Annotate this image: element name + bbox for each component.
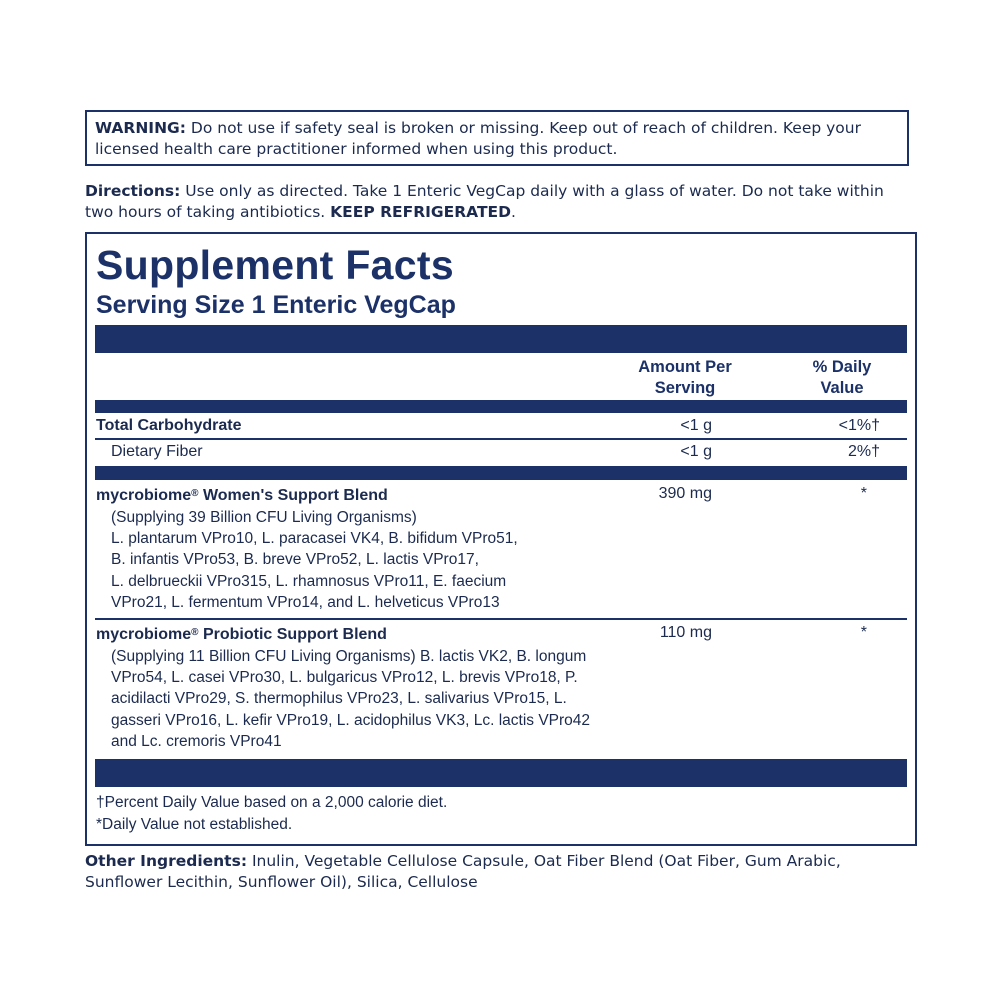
serving-size: Serving Size 1 Enteric VegCap — [96, 291, 456, 319]
warning-box — [85, 110, 909, 166]
footnote-daily-value: †Percent Daily Value based on a 2,000 calorie diet. — [96, 794, 448, 811]
footnote-not-established: *Daily Value not established. — [96, 816, 293, 833]
warning-label: WARNING: — [95, 119, 186, 137]
blend-probiotic-dv: * — [860, 624, 867, 641]
directions-end: . — [510, 203, 516, 221]
warning-text: Do not use if safety seal is broken or missing. Keep out of reach of children. Keep your licensed health care practitioner informed when using this product. — [95, 119, 861, 158]
blend-womens-organisms: (Supplying 39 Billion CFU Living Organisms) L. plantarum VPro10, L. paracasei VK4, B. bifidum VPro51, B. infantis VPro53, B. breve VPro52, L. lactis VPro17, L. delbrueckii VPro315, L. rhamnosus VPro11, E. faecium VPro21, L. fermentum VPro14, and L. helveticus VPro13 — [111, 509, 518, 611]
row-divider — [95, 618, 907, 620]
row-divider — [95, 438, 907, 440]
directions-body: Use only as directed. Take 1 Enteric VegCap daily with a glass of water. Do not take within two hours of taking antibiotics. — [85, 182, 884, 221]
row-total-carbohydrate-amount: <1 g — [680, 417, 712, 434]
panel-title: Supplement Facts — [96, 242, 454, 288]
header-rule-thick — [95, 325, 907, 353]
blend-womens-amount: 390 mg — [658, 485, 712, 502]
row-total-carbohydrate-dv: <1%† — [838, 417, 880, 434]
supplement-facts-panel — [85, 232, 917, 846]
column-header-amount: Amount Per Serving — [638, 358, 732, 397]
rule-medium — [95, 466, 907, 480]
row-dietary-fiber-dv: 2%† — [847, 443, 880, 460]
blend-probiotic-name: mycrobiome® Probiotic Support Blend — [96, 626, 387, 643]
other-ingredients-label: Other Ingredients: — [85, 852, 248, 870]
blend-probiotic-amount: 110 mg — [659, 624, 712, 641]
blend-probiotic-organisms: (Supplying 11 Billion CFU Living Organisms) B. lactis VK2, B. longum VPro54, L. casei VPro30, L. bulgaricus VPro12, L. brevis VPro18, P. acidilacti VPro29, S. thermophilus VPro23, L. salivarius VPro15, L. gasseri VPro16, L. kefir VPro19, L. acidophilus VK3, Lc. lactis VPro42 and Lc. cremoris VPro41 — [111, 648, 591, 750]
column-header-daily-value: % Daily Value — [812, 358, 872, 397]
row-dietary-fiber-label: Dietary Fiber — [111, 443, 203, 460]
directions-label: Directions: — [85, 182, 181, 200]
directions-emphasis: KEEP REFRIGERATED — [330, 203, 511, 221]
rule-medium — [95, 400, 907, 413]
directions-text — [85, 181, 915, 223]
other-ingredients-text: Inulin, Vegetable Cellulose Capsule, Oat Fiber Blend (Oat Fiber, Gum Arabic, Sunflower Lecithin, Sunflower Oil), Silica, Cellulose — [85, 852, 841, 891]
footer-rule-thick — [95, 759, 907, 787]
blend-womens-dv: * — [860, 485, 867, 502]
row-dietary-fiber-amount: <1 g — [680, 443, 712, 460]
blend-womens-name: mycrobiome® Women's Support Blend — [96, 487, 388, 504]
other-ingredients — [85, 851, 915, 893]
row-total-carbohydrate-label: Total Carbohydrate — [96, 417, 242, 434]
